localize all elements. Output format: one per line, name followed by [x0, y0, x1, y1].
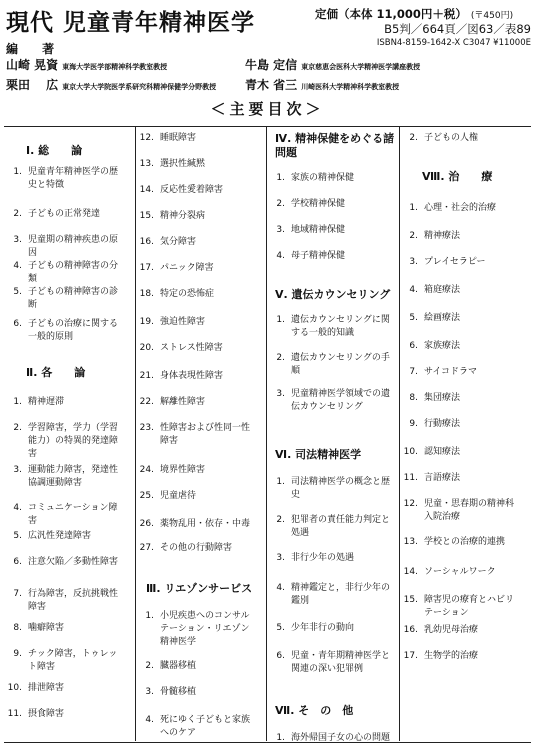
toc-entry-title: 精神遅滞 [28, 397, 65, 407]
section-heading: Ⅳ. 精神保健をめぐる諸問題 [275, 132, 395, 159]
toc-entry-title: 地域精神保健 [291, 225, 346, 235]
toc-entry [4, 422, 131, 461]
toc-entry-title: 身体表現性障害 [160, 371, 224, 381]
toc-entry [4, 208, 131, 221]
toc-entry-title: 反応性愛着障害 [160, 185, 224, 195]
toc-entry [400, 566, 528, 579]
editor-affiliation: 東海大学医学部精神科学教室教授 [62, 63, 168, 71]
toc-entry [136, 422, 263, 448]
toc-entry [400, 132, 528, 145]
toc-entry-number: 4. [276, 251, 285, 261]
toc-entry-title: 精神鑑定と，非行少年の鑑別 [291, 583, 391, 606]
toc-entry-title: 精神分裂病 [160, 211, 206, 221]
toc-entry [136, 490, 263, 503]
toc-entry-number: 5. [13, 287, 22, 297]
toc-entry [400, 230, 528, 243]
toc-entry [136, 158, 263, 171]
section-heading: Ⅲ. リエゾンサービス [146, 582, 253, 595]
toc-entry-title: 遺伝カウンセリングの手順 [291, 353, 390, 376]
toc-entry [400, 650, 528, 663]
toc-entry-number: 1. [276, 733, 285, 743]
toc-entry-number: 21. [139, 371, 154, 381]
price [315, 6, 513, 22]
toc-entry-number: 6. [13, 557, 22, 567]
editor [6, 56, 167, 73]
toc-entry-title: 子どもの治療に関する一般的原則 [28, 319, 119, 342]
toc-entry-title: 司法精神医学の概念と歴史 [291, 477, 391, 500]
toc-entry-number: 1. [13, 397, 22, 407]
toc-entry-number: 4. [13, 261, 22, 271]
toc-entry-title: 海外帰国子女の心の問題 [291, 733, 391, 743]
toc-entry [4, 708, 131, 721]
toc-entry [400, 340, 528, 353]
toc-entry-title: 選択性緘黙 [160, 159, 206, 169]
toc-entry [267, 650, 396, 676]
editor-name: 青木 省三 [245, 78, 298, 92]
toc-entry-title: 児童青年精神医学の歴史と特徴 [28, 167, 119, 190]
toc-entry-number: 3. [13, 465, 22, 475]
toc-entry [4, 166, 131, 192]
toc-entry-title: 児童期の精神疾患の原因 [28, 235, 119, 258]
toc-entry-number: 18. [139, 289, 154, 299]
toc-heading: ＜主要目次＞ [210, 100, 325, 118]
toc-entry-title: 行動療法 [424, 419, 461, 429]
toc-entry-title: 生物学的治療 [424, 651, 479, 661]
toc-entry-title: 家族療法 [424, 341, 461, 351]
toc-entry [400, 498, 528, 524]
toc-entry-number: 8. [409, 393, 418, 403]
toc-entry-title: 学校精神保健 [291, 199, 346, 209]
section-heading: Ⅵ. 司法精神医学 [275, 448, 362, 461]
toc-entry-number: 3. [145, 687, 154, 697]
section-heading: Ⅴ. 遺伝カウンセリング [275, 288, 391, 301]
toc-entry-title: 学習障害，学力（学習能力）の特異的発達障害 [28, 423, 119, 459]
toc-entry [136, 714, 263, 740]
toc-entry [4, 622, 131, 635]
toc-entry [267, 352, 396, 378]
toc-entry-title: 学校との治療的連携 [424, 537, 506, 547]
toc-entry [136, 132, 263, 145]
toc-entry [400, 256, 528, 269]
toc-entry-title: 児童精神医学領域での遺伝カウンセリング [291, 389, 391, 412]
toc-entry [136, 210, 263, 223]
toc-entry [136, 542, 263, 555]
toc-entry [136, 184, 263, 197]
toc-entry-title: 非行少年の処遇 [291, 553, 355, 563]
toc-entry-number: 2. [145, 661, 154, 671]
editor-name: 山崎 晃資 [6, 58, 59, 72]
toc-entry-title: 注意欠陥／多動性障害 [28, 557, 119, 567]
toc-entry [136, 262, 263, 275]
toc-entry-title: 児童・青年期精神医学と関連の深い犯罪例 [291, 651, 391, 674]
toc-entry-title: 臓器移植 [160, 661, 197, 671]
editor [6, 76, 216, 93]
toc-entry-number: 3. [276, 389, 285, 399]
section-heading: Ⅶ. そ の 他 [275, 704, 354, 717]
toc-entry-title: 家族の精神保健 [291, 173, 355, 183]
editor-affiliation: 川崎医科大学精神科学教室教授 [301, 83, 400, 91]
price-postage: (〒450円) [470, 11, 514, 21]
toc-entry [267, 250, 396, 263]
toc-entry-number: 3. [276, 225, 285, 235]
toc-entry [267, 552, 396, 565]
toc-entry-number: 15. [139, 211, 154, 221]
toc-entry [136, 610, 263, 649]
toc-entry-number: 5. [409, 313, 418, 323]
toc-entry-number: 3. [276, 553, 285, 563]
toc-entry-number: 9. [13, 649, 22, 659]
toc-entry [400, 418, 528, 431]
toc-entry-title: 行為障害，反抗挑戦性障害 [28, 589, 119, 612]
toc-entry-title: 障害児の療育とハビリテーション [424, 595, 515, 618]
toc-entry [136, 660, 263, 673]
toc-entry-number: 16. [403, 625, 418, 635]
toc-entry-number: 27. [139, 543, 154, 553]
toc-entry [267, 388, 396, 414]
section-heading: Ⅷ. 治 療 [422, 170, 493, 183]
editor-name: 牛島 定信 [245, 58, 298, 72]
toc-entry-number: 26. [139, 519, 154, 529]
toc-entry [136, 686, 263, 699]
toc-entry-number: 2. [276, 515, 285, 525]
toc-entry-number: 15. [403, 595, 418, 605]
toc-entry [267, 476, 396, 502]
editors-label: 編 著 [6, 42, 65, 56]
toc-entry [267, 172, 396, 185]
toc-entry-title: ストレス性障害 [160, 343, 223, 353]
toc-entry-title: 運動能力障害，発達性協調運動障害 [28, 465, 119, 488]
toc-entry [136, 236, 263, 249]
toc-entry-number: 6. [409, 341, 418, 351]
toc-entry-title: 噛癖障害 [28, 623, 65, 633]
toc-entry-title: コミュニケーション障害 [28, 503, 118, 526]
toc-entry [136, 464, 263, 477]
toc-entry-title: 少年非行の動向 [291, 623, 355, 633]
toc-entry-title: 特定の恐怖症 [160, 289, 215, 299]
toc-entry-number: 2. [276, 353, 285, 363]
toc-column [399, 126, 532, 741]
toc-entry-number: 4. [409, 285, 418, 295]
toc-entry-number: 6. [276, 651, 285, 661]
toc-entry-number: 14. [139, 185, 154, 195]
editor-name: 栗田 広 [6, 78, 59, 92]
toc-entry-number: 1. [409, 203, 418, 213]
toc-entry-number: 12. [139, 133, 154, 143]
toc-entry [136, 316, 263, 329]
toc-entry-number: 2. [409, 133, 418, 143]
toc-entry-title: 子どもの精神障害の診断 [28, 287, 119, 310]
toc-entry-title: 児童虐待 [160, 491, 197, 501]
toc-entry [400, 202, 528, 215]
toc-entry [267, 622, 396, 635]
toc-entry-number: 1. [145, 611, 154, 621]
toc-entry [4, 260, 131, 286]
toc-entry-number: 11. [403, 473, 418, 483]
toc-entry [4, 588, 131, 614]
toc-entry-number: 23. [139, 423, 154, 433]
toc-entry-number: 2. [409, 231, 418, 241]
header [0, 0, 535, 130]
toc-entry-title: 死にゆく子どもと家族へのケア [160, 715, 251, 738]
toc-entry-title: 箱庭療法 [424, 285, 461, 295]
toc-entry-number: 6. [13, 319, 22, 329]
toc-entry-title: 排泄障害 [28, 683, 65, 693]
toc-entry-title: 子どもの精神障害の分類 [28, 261, 119, 284]
toc-entry-title: 睡眠障害 [160, 133, 197, 143]
editor-affiliation: 東京慈恵会医科大学精神医学講座教授 [301, 63, 421, 71]
toc-entry-title: 遺伝カウンセリングに関する一般的知識 [291, 315, 390, 338]
toc-entry-title: その他の行動障害 [160, 543, 233, 553]
toc-entry-number: 12. [403, 499, 418, 509]
toc-entry [400, 366, 528, 379]
toc-entry-title: 解離性障害 [160, 397, 206, 407]
toc-entry-title: ソーシャルワーク [424, 567, 496, 577]
toc-entry-number: 2. [276, 199, 285, 209]
toc-entry-number: 4. [145, 715, 154, 725]
toc-entry-number: 8. [13, 623, 22, 633]
price-text: 定価（本体 11,000円＋税） [315, 7, 467, 21]
toc-entry-title: 犯罪者の責任能力判定と処遇 [291, 515, 391, 538]
toc-entry-title: サイコドラマ [424, 367, 478, 377]
toc-entry [267, 582, 396, 608]
toc-entry-title: 境界性障害 [160, 465, 206, 475]
toc-entry-number: 7. [13, 589, 22, 599]
toc-entry [136, 288, 263, 301]
toc-entry [267, 732, 396, 745]
toc-entry-title: 子どもの人権 [424, 133, 479, 143]
toc-entry-number: 2. [13, 209, 22, 219]
toc-entry-number: 13. [403, 537, 418, 547]
toc-entry [136, 518, 263, 531]
toc-entry-title: 摂食障害 [28, 709, 65, 719]
toc-entry-title: 広汎性発達障害 [28, 531, 92, 541]
toc-entry-title: 言語療法 [424, 473, 461, 483]
toc-entry-number: 7. [409, 367, 418, 377]
toc-entry [400, 536, 528, 549]
toc-entry-title: 骨髄移植 [160, 687, 197, 697]
toc-entry-number: 4. [13, 503, 22, 513]
toc-entry-number: 4. [276, 583, 285, 593]
toc-entry-number: 11. [7, 709, 22, 719]
toc-entry-title: チック障害，トゥレット障害 [28, 649, 118, 672]
toc-entry-title: 母子精神保健 [291, 251, 346, 261]
toc-entry-number: 10. [403, 447, 418, 457]
toc-entry-title: 子どもの正常発達 [28, 209, 101, 219]
toc-entry-number: 1. [276, 315, 285, 325]
toc-entry-number: 10. [7, 683, 22, 693]
toc-entry-title: 絵画療法 [424, 313, 461, 323]
toc-entry-number: 5. [13, 531, 22, 541]
toc-entry-number: 1. [13, 167, 22, 177]
toc-entry-number: 5. [276, 623, 285, 633]
section-heading: Ⅱ. 各 論 [26, 366, 86, 379]
toc-entry-number: 22. [139, 397, 154, 407]
toc-entry-number: 19. [139, 317, 154, 327]
toc-entry-number: 24. [139, 465, 154, 475]
toc-column [135, 126, 267, 741]
toc-entry-title: パニック障害 [160, 263, 214, 273]
book-spec: B5判／664頁／図63／表89 [384, 22, 531, 36]
toc-entry [267, 314, 396, 340]
toc-entry [4, 556, 131, 569]
toc-entry-number: 13. [139, 159, 154, 169]
toc-entry [267, 224, 396, 237]
toc-entry [136, 342, 263, 355]
toc-entry-title: 強迫性障害 [160, 317, 206, 327]
section-heading: Ⅰ. 総 論 [26, 144, 83, 157]
toc-entry-number: 3. [409, 257, 418, 267]
toc-entry-number: 2. [13, 423, 22, 433]
toc-entry-title: 薬物乱用・依存・中毒 [160, 519, 251, 529]
toc-column [266, 126, 400, 741]
toc-entry [4, 234, 131, 260]
toc-entry [4, 502, 131, 528]
toc-entry-title: 性障害および性同一性障害 [160, 423, 251, 446]
toc-entry-number: 1. [276, 173, 285, 183]
toc-entry-number: 1. [276, 477, 285, 487]
toc-entry-number: 25. [139, 491, 154, 501]
toc-entry [136, 396, 263, 409]
toc-entry [400, 392, 528, 405]
toc-entry [400, 594, 528, 620]
toc-entry [400, 624, 528, 637]
toc-column [4, 126, 135, 741]
isbn: ISBN4-8159-1642-X C3047 ¥11000E [376, 38, 531, 48]
toc-entry [4, 464, 131, 490]
toc-entry [4, 682, 131, 695]
toc-entry [400, 312, 528, 325]
toc-entry [136, 370, 263, 383]
toc-entry [400, 472, 528, 485]
toc-entry-title: 認知療法 [424, 447, 461, 457]
toc-entry-title: 精神療法 [424, 231, 461, 241]
toc-entry [400, 446, 528, 459]
toc-entry-title: 集団療法 [424, 393, 461, 403]
toc-entry-title: 気分障害 [160, 237, 197, 247]
toc-entry-number: 9. [409, 419, 418, 429]
toc-entry [4, 396, 131, 409]
editor [245, 76, 399, 93]
toc-entry-number: 17. [139, 263, 154, 273]
editor [245, 56, 420, 73]
toc-entry [4, 318, 131, 344]
toc-entry [267, 198, 396, 211]
toc-entry [4, 648, 131, 674]
toc-entry-number: 16. [139, 237, 154, 247]
toc-entry-title: 小児疾患へのコンサルテーション・リエゾン精神医学 [160, 611, 250, 647]
toc-entry [267, 514, 396, 540]
toc-entry [4, 530, 131, 543]
book-title: 現代 児童青年精神医学 [6, 10, 256, 36]
toc-entry [4, 286, 131, 312]
toc-entry-title: 乳幼児母治療 [424, 625, 479, 635]
toc-entry-title: 心理・社会的治療 [424, 203, 497, 213]
toc-entry-number: 20. [139, 343, 154, 353]
toc-entry-number: 17. [403, 651, 418, 661]
toc-entry-title: 児童・思春期の精神科入院治療 [424, 499, 515, 522]
toc-entry [400, 284, 528, 297]
toc-entry-number: 14. [403, 567, 418, 577]
toc-entry-title: プレイセラピー [424, 257, 486, 267]
editor-affiliation: 東京大学大学院医学系研究科精神保健学分野教授 [62, 83, 217, 91]
toc-entry-number: 3. [13, 235, 22, 245]
